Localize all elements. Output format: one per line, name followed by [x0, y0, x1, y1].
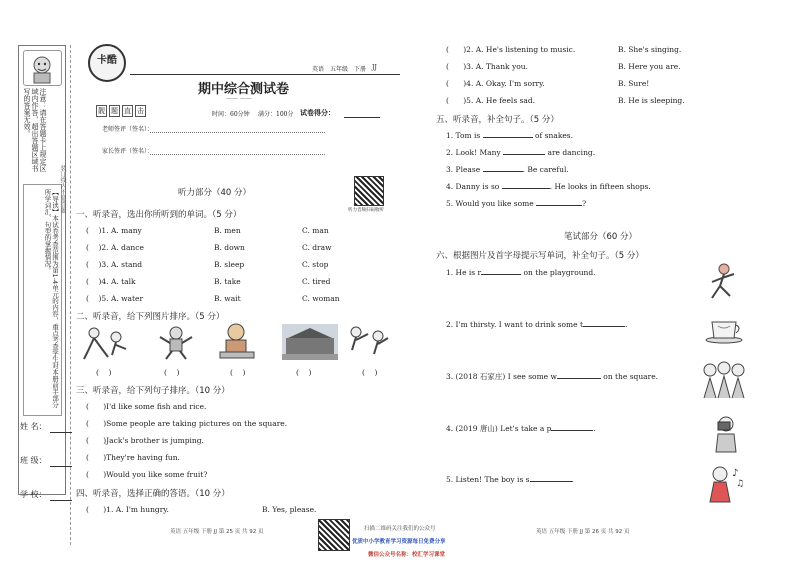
option-a[interactable]: A. He feels sad. — [475, 96, 536, 105]
q4-row: ( )3. A. Thank you. — [446, 62, 528, 71]
q6-item: 1. He is r on the playground. — [446, 268, 596, 277]
school-field[interactable] — [50, 500, 72, 501]
header-tags — [312, 64, 377, 73]
teacher-sign: 老师签评（签名）： — [102, 126, 154, 133]
option-b[interactable]: B. down — [214, 243, 245, 252]
class-label: 班 级： — [20, 456, 47, 465]
page-title: 期中综合测试卷 — [198, 82, 290, 97]
option-c[interactable]: C. stop — [302, 260, 329, 269]
qr-caption: 听力音频扫码收听 — [348, 208, 384, 213]
option-c[interactable]: C. woman — [302, 294, 340, 303]
picture-square-buildings — [282, 324, 338, 364]
parent-sign-line[interactable] — [150, 154, 325, 155]
header-rule — [130, 74, 400, 75]
option-b[interactable]: B. Yes, please. — [262, 505, 317, 514]
fill-blank[interactable] — [583, 326, 625, 327]
q5-item: 3. Please . Be careful. — [446, 165, 569, 174]
writing-heading: 笔试部分（60 分） — [564, 232, 638, 242]
answer-bracket[interactable]: ( ) — [96, 368, 112, 377]
class-field[interactable] — [50, 466, 72, 467]
footer-center-2: 优质中小学教育学习资源每日免费分享 — [352, 539, 446, 545]
option-b[interactable]: B. take — [214, 277, 241, 286]
option-b[interactable]: B. She's singing. — [618, 45, 682, 54]
q5-title: 五、听录音，补全句子。（5 分） — [436, 115, 559, 125]
page-footer-left: 英语 五年级 下册 JJ 第 25 页 共 92 页 — [170, 529, 264, 535]
q3-item: ( )Would you like some fruit? — [86, 470, 208, 479]
option-c[interactable]: C. tired — [302, 277, 331, 286]
q5-item: 5. Would you like some ? — [446, 199, 587, 208]
option-a[interactable]: A. I'm hungry. — [115, 505, 169, 514]
fill-blank[interactable] — [502, 188, 550, 189]
q5-item: 1. Tom is of snakes. — [446, 131, 574, 140]
fill-blank[interactable] — [530, 481, 572, 482]
page-footer-right: 英语 五年级 下册 JJ 第 26 页 共 92 页 — [536, 529, 630, 535]
tag-edition: JJ — [372, 64, 377, 71]
footer-qr-icon[interactable] — [318, 519, 350, 551]
top-note: 注意：请在答题卡上规定区域内作答，超出答题区域书写的答案无效。 — [23, 88, 47, 172]
stamp-char: 题 — [111, 107, 118, 115]
q3-item: ( )They're having fun. — [86, 453, 180, 462]
q6-item: 2. I'm thirsty. I want to drink some t . — [446, 320, 628, 329]
option-c[interactable]: C. draw — [302, 243, 332, 252]
fill-blank[interactable] — [481, 274, 521, 275]
q1-row: ( )1. A. many — [86, 226, 142, 235]
option-a[interactable]: A. stand — [110, 260, 143, 269]
q6-item: 4. (2019 唐山) Let's take a p . — [446, 424, 596, 433]
teacup-icon — [704, 314, 744, 348]
listening-heading: 听力部分（40 分） — [178, 188, 252, 198]
footer-center-3: 微信公众号名称：校汇学习课堂 — [368, 552, 446, 558]
title-subline: —— —— — [226, 95, 252, 102]
picture-group-of-women — [700, 360, 748, 404]
option-a[interactable]: A. water — [110, 294, 144, 303]
option-a[interactable]: A. many — [110, 226, 142, 235]
option-b[interactable]: B. Sure! — [618, 79, 650, 88]
q5-item: 2. Look! Many are dancing. — [446, 148, 596, 157]
parent-sign: 家长签评（签名）： — [102, 148, 154, 155]
q6-item: 5. Listen! The boy is s . — [446, 475, 574, 484]
logo-text: 卡酷 — [97, 55, 117, 66]
fill-blank[interactable] — [483, 171, 523, 172]
picture-girl-with-camera — [708, 414, 744, 458]
q3-item: ( )I'd like some fish and rice. — [86, 402, 207, 411]
option-b[interactable]: B. wait — [214, 294, 241, 303]
q6-title: 六、根据图片及首字母提示写单词，补全句子。（5 分） — [436, 251, 644, 261]
tip-text: 【导读】本试卷考查范围为第1-4单元的内容，重点考查学生对本册前半部分所学词汇、句型的掌握情况。 — [43, 189, 59, 408]
q5-item: 4. Danny is so . He looks in fifteen shops. — [446, 182, 651, 191]
tag-grade: 五年级 — [330, 66, 349, 73]
tip-box — [23, 184, 62, 416]
option-a[interactable]: A. Okay. I'm sorry. — [475, 79, 545, 88]
school-label: 学 校： — [20, 490, 47, 499]
name-label: 姓 名： — [20, 422, 47, 431]
option-c[interactable]: C. man — [302, 226, 329, 235]
mascot-icon — [23, 50, 62, 86]
stamp-char: 直 — [124, 107, 131, 115]
q4-row: ( )2. A. He's listening to music. — [446, 45, 576, 54]
answer-bracket[interactable]: ( ) — [362, 368, 378, 377]
option-b[interactable]: B. sleep — [214, 260, 245, 269]
fill-blank[interactable] — [536, 205, 582, 206]
stamp-group — [96, 105, 146, 117]
q4-title: 四、听录音，选择正确的答语。（10 分） — [76, 489, 230, 499]
svg-text:♫: ♫ — [736, 479, 744, 489]
fill-blank[interactable] — [483, 137, 533, 138]
stamp-char: 击 — [137, 107, 144, 115]
q1-title: 一、听录音，选出你所听到的单词。（5 分） — [76, 210, 242, 220]
q3-item: ( )Some people are taking pictures on the square. — [86, 419, 288, 428]
qr-code-icon[interactable] — [354, 176, 384, 206]
option-a[interactable]: A. talk — [110, 277, 136, 286]
picture-boy-jumping — [156, 325, 196, 365]
option-b[interactable]: B. men — [214, 226, 241, 235]
answer-bracket[interactable]: ( ) — [164, 368, 180, 377]
svg-text:♪: ♪ — [732, 468, 739, 479]
stamp-char: 靓 — [98, 107, 105, 115]
full-score: 满分：100分 — [258, 111, 294, 118]
score-field[interactable] — [344, 117, 380, 118]
fill-blank[interactable] — [557, 378, 601, 379]
option-a[interactable]: A. He's listening to music. — [475, 45, 576, 54]
name-field[interactable] — [50, 432, 72, 433]
option-b[interactable]: B. Here you are. — [618, 62, 681, 71]
fold-line — [70, 45, 71, 545]
option-a[interactable]: A. dance — [110, 243, 144, 252]
tag-subject: 英语 — [312, 66, 325, 73]
fold-text: 装订线内不要答题 — [59, 165, 66, 213]
q4-row: ( )5. A. He feels sad. — [446, 96, 536, 105]
q4-row: ( )1. A. I'm hungry. — [86, 505, 169, 514]
teacher-sign-line[interactable] — [150, 132, 325, 133]
q2-title: 二、听录音，给下列图片排序。（5 分） — [76, 312, 225, 322]
tag-volume: 下册 — [354, 66, 367, 73]
q1-row: ( )4. A. talk — [86, 277, 136, 286]
q3-title: 三、听录音，给下列句子排序。（10 分） — [76, 386, 230, 396]
q1-row: ( )5. A. water — [86, 294, 144, 303]
picture-boy-running — [706, 262, 742, 306]
answer-bracket[interactable]: ( ) — [230, 368, 246, 377]
time-limit: 时间：60分钟 — [212, 111, 250, 118]
q6-item: 3. (2018 石家庄) I see some w on the square. — [446, 372, 659, 381]
brand-logo — [88, 44, 126, 82]
q1-row: ( )2. A. dance — [86, 243, 144, 252]
option-b[interactable]: B. He is sleeping. — [618, 96, 685, 105]
q1-row: ( )3. A. stand — [86, 260, 143, 269]
picture-boy-singing — [704, 462, 744, 510]
q3-item: ( )Jack's brother is jumping. — [86, 436, 204, 445]
picture-kids-dancing — [346, 324, 392, 364]
picture-boy-eating — [214, 322, 260, 366]
fill-blank[interactable] — [503, 154, 545, 155]
option-a[interactable]: A. Thank you. — [475, 62, 528, 71]
answer-bracket[interactable]: ( ) — [296, 368, 312, 377]
picture-children-playing — [82, 325, 130, 365]
q4-row: ( )4. A. Okay. I'm sorry. — [446, 79, 545, 88]
score-label: 试卷得分： — [300, 108, 335, 117]
fill-blank[interactable] — [551, 430, 593, 431]
footer-center-1: 扫描二维码关注我们的公众号 — [364, 526, 436, 532]
